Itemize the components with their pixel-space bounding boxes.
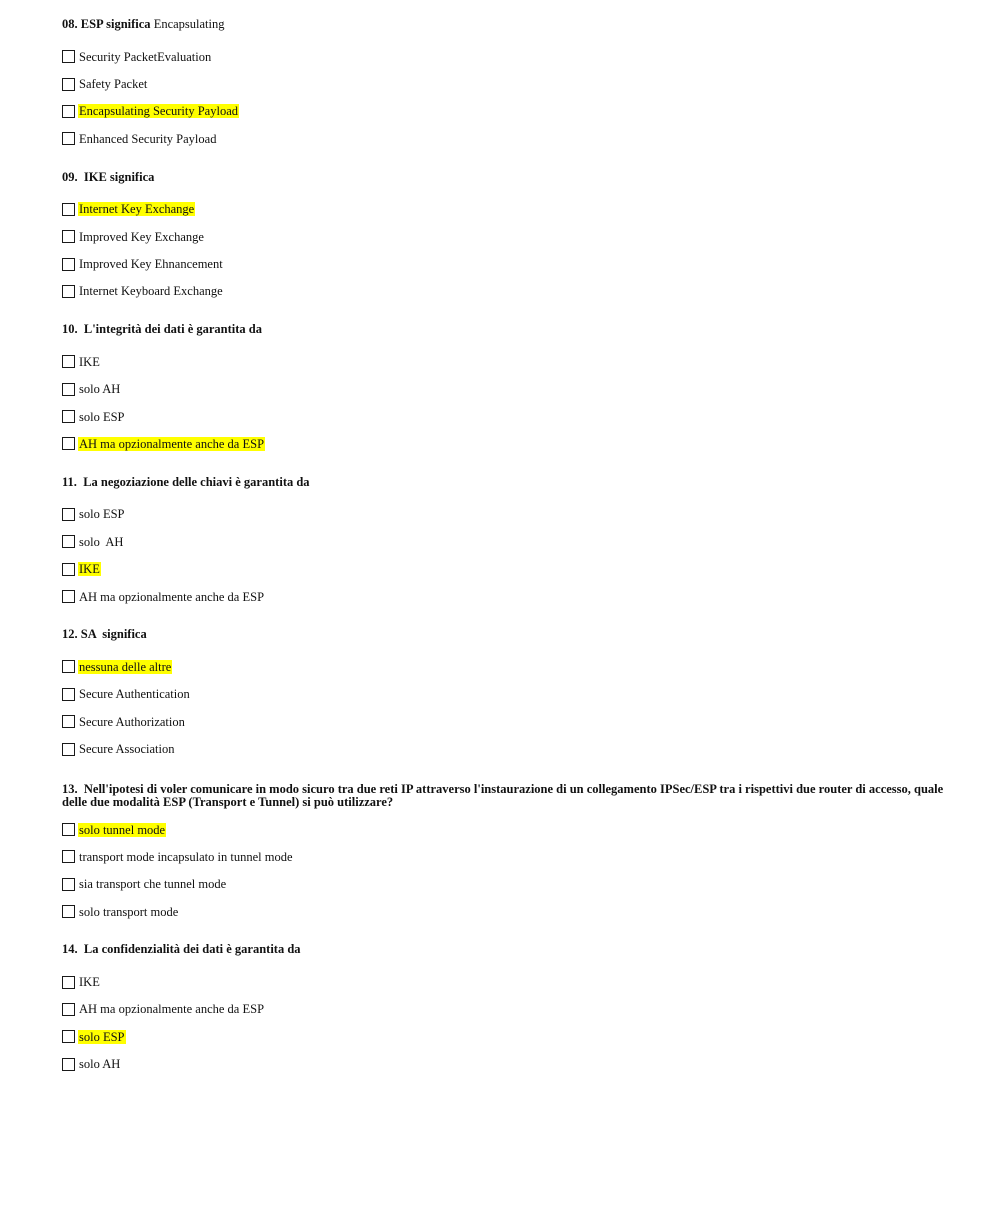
answer-option[interactable] <box>62 278 962 305</box>
answer-option[interactable] <box>62 223 962 250</box>
option-label: solo ESP <box>79 507 125 522</box>
checkbox[interactable] <box>62 1003 75 1016</box>
answer-option[interactable] <box>62 403 962 430</box>
answer-option[interactable] <box>62 735 962 762</box>
question-12 <box>62 627 962 763</box>
option-label: Internet Key Exchange <box>79 202 195 217</box>
answer-option[interactable] <box>62 681 962 708</box>
answer-option[interactable] <box>62 348 962 375</box>
question-title <box>62 322 962 342</box>
question-title <box>62 627 962 647</box>
checkbox[interactable] <box>62 878 75 891</box>
question-number: 10. <box>62 322 78 337</box>
question-title <box>62 17 962 37</box>
checkbox[interactable] <box>62 1058 75 1071</box>
option-label: IKE <box>79 562 100 577</box>
quiz-page <box>62 17 962 1095</box>
answer-option[interactable] <box>62 996 962 1023</box>
option-label: Improved Key Exchange <box>79 229 204 244</box>
question-text: IKE significa <box>83 169 155 184</box>
question-11 <box>62 475 962 611</box>
option-label: solo transport mode <box>79 904 179 919</box>
question-text: La negoziazione delle chiavi è garantita da <box>83 474 310 489</box>
checkbox[interactable] <box>62 203 75 216</box>
question-title <box>62 780 962 813</box>
option-label: Secure Authentication <box>79 687 190 702</box>
checkbox[interactable] <box>62 563 75 576</box>
answer-option[interactable] <box>62 1023 962 1050</box>
option-label: Enhanced Security Payload <box>79 131 217 146</box>
question-trailing-text: Encapsulating <box>153 17 225 31</box>
question-09 <box>62 170 962 306</box>
answer-option[interactable] <box>62 555 962 582</box>
question-14 <box>62 942 962 1078</box>
option-label: solo AH <box>79 534 124 549</box>
answer-option[interactable] <box>62 871 962 898</box>
answer-option[interactable] <box>62 125 962 152</box>
option-label: Security PacketEvaluation <box>79 49 212 64</box>
option-label: Safety Packet <box>79 77 148 92</box>
question-text: L'integrità dei dati è garantita da <box>83 322 262 337</box>
checkbox[interactable] <box>62 258 75 271</box>
checkbox[interactable] <box>62 688 75 701</box>
question-text: ESP significa <box>80 17 151 31</box>
answer-option[interactable] <box>62 898 962 925</box>
option-label: solo AH <box>79 1057 121 1072</box>
option-label: Secure Authorization <box>79 714 185 729</box>
checkbox[interactable] <box>62 743 75 756</box>
option-label: Secure Association <box>79 742 175 757</box>
option-label: solo ESP <box>79 1029 125 1044</box>
answer-option[interactable] <box>62 968 962 995</box>
option-label: Internet Keyboard Exchange <box>79 284 223 299</box>
answer-option[interactable] <box>62 708 962 735</box>
question-13 <box>62 780 962 926</box>
checkbox[interactable] <box>62 105 75 118</box>
answer-option[interactable] <box>62 196 962 223</box>
checkbox[interactable] <box>62 355 75 368</box>
checkbox[interactable] <box>62 976 75 989</box>
checkbox[interactable] <box>62 410 75 423</box>
checkbox[interactable] <box>62 850 75 863</box>
answer-option[interactable] <box>62 430 962 457</box>
answer-option[interactable] <box>62 843 962 870</box>
question-title <box>62 170 962 190</box>
checkbox[interactable] <box>62 905 75 918</box>
answer-option[interactable] <box>62 98 962 125</box>
option-label: Improved Key Ehnancement <box>79 257 223 272</box>
question-number: 14. <box>62 942 78 957</box>
question-number: 11. <box>62 474 77 489</box>
question-number: 09. <box>62 169 78 184</box>
answer-option[interactable] <box>62 653 962 680</box>
question-title <box>62 475 962 495</box>
question-08 <box>62 17 962 153</box>
answer-option[interactable] <box>62 376 962 403</box>
option-label: IKE <box>79 975 100 990</box>
option-label: AH ma opzionalmente anche da ESP <box>79 589 265 604</box>
option-label: IKE <box>79 354 100 369</box>
option-label: solo AH <box>79 382 121 397</box>
option-label: AH ma opzionalmente anche da ESP <box>79 1002 265 1017</box>
option-label: nessuna delle altre <box>79 659 172 674</box>
checkbox[interactable] <box>62 383 75 396</box>
option-label: solo ESP <box>79 409 125 424</box>
answer-option[interactable] <box>62 250 962 277</box>
question-number: 13. <box>62 781 78 796</box>
checkbox[interactable] <box>62 823 75 836</box>
answer-option[interactable] <box>62 43 962 70</box>
answer-option[interactable] <box>62 1051 962 1078</box>
answer-option[interactable] <box>62 583 962 610</box>
question-number: 12. <box>62 627 78 642</box>
checkbox[interactable] <box>62 50 75 63</box>
checkbox[interactable] <box>62 590 75 603</box>
checkbox[interactable] <box>62 660 75 673</box>
checkbox[interactable] <box>62 508 75 521</box>
question-text: Nell'ipotesi di voler comunicare in modo sicuro tra due reti IP attraverso l'instaurazione di un collegamento IPSec/ESP tra i rispettivi due router di accesso, quale delle due modalità ESP (Transport e Tunnel) si può utilizzare? <box>62 781 944 810</box>
checkbox[interactable] <box>62 78 75 91</box>
question-text: SA significa <box>80 627 147 642</box>
option-label: sia transport che tunnel mode <box>79 877 227 892</box>
answer-option[interactable] <box>62 816 962 843</box>
checkbox[interactable] <box>62 132 75 145</box>
checkbox[interactable] <box>62 1030 75 1043</box>
option-label: Encapsulating Security Payload <box>79 104 238 119</box>
option-label: AH ma opzionalmente anche da ESP <box>79 436 265 451</box>
checkbox[interactable] <box>62 437 75 450</box>
answer-option[interactable] <box>62 528 962 555</box>
checkbox[interactable] <box>62 285 75 298</box>
question-text: La confidenzialità dei dati è garantita da <box>83 942 301 957</box>
question-number: 08. <box>62 17 78 31</box>
answer-option[interactable] <box>62 501 962 528</box>
option-label: transport mode incapsulato in tunnel mode <box>79 849 293 864</box>
checkbox[interactable] <box>62 230 75 243</box>
question-10 <box>62 322 962 458</box>
option-label: solo tunnel mode <box>79 822 166 837</box>
checkbox[interactable] <box>62 535 75 548</box>
checkbox[interactable] <box>62 715 75 728</box>
question-title <box>62 942 962 962</box>
answer-option[interactable] <box>62 70 962 97</box>
